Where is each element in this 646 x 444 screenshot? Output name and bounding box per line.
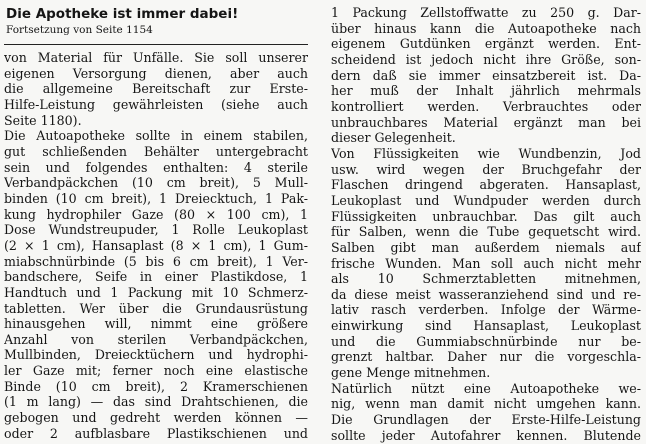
text-line: dieser Gelegenheit.	[331, 130, 456, 146]
text-line: da diese meist wasseranziehend sind und re-	[331, 286, 641, 302]
text-line: die allgemeine Bereitschaft zur Erste-	[4, 81, 308, 97]
text-line: eigenen Versorgung dienen, aber auch	[4, 65, 308, 81]
text-line: Von Flüssigkeiten wie Wundbenzin, Jod	[331, 145, 641, 161]
text-line: binden (10 cm breit), 1 Dreiecktuch, 1 Pak-	[4, 190, 308, 206]
text-line: Hilfe-Leistung gewährleisten (siehe auch	[4, 96, 308, 112]
text-line: Seite 1180).	[4, 112, 82, 128]
continued-note: Fortsetzung von Seite 1154	[6, 24, 153, 36]
left-column-text	[4, 50, 308, 441]
text-line: sollte jeder Autofahrer kennen. Blutende	[331, 427, 641, 443]
text-line: ler Gaze mit; ferner noch eine elastische	[4, 363, 308, 379]
text-line: lativ rasch verderben. Infolge der Wärme-	[331, 302, 641, 318]
text-line: kung hydrophiler Gaze (80 × 100 cm), 1	[4, 206, 308, 222]
text-line: Flaschen dringend abgeraten. Hansaplast,	[331, 177, 641, 193]
text-line: Mullbinden, Dreiecktüchern und hydrophi-	[4, 347, 308, 363]
text-line: gebogen und gedreht werden können —	[4, 410, 308, 426]
text-line: sein und folgendes enthalten: 4 sterile	[4, 159, 308, 175]
text-line: usw. wird wegen der Bruchgefahr der	[331, 161, 641, 177]
text-line: über hinaus kann die Autoapotheke nach	[331, 20, 641, 36]
text-line: her muß der Inhalt jährlich mehrmals	[331, 83, 641, 99]
text-line: Binde (10 cm breit), 2 Kramerschienen	[4, 378, 308, 394]
left-column	[4, 0, 308, 441]
text-line: für Salben, wenn die Tube gequetscht wird.	[331, 224, 641, 240]
text-line: Dose Wundstreupuder, 1 Rolle Leukoplast	[4, 222, 308, 238]
text-line: Handtuch und 1 Packung mit 10 Schmerz-	[4, 284, 308, 300]
text-line: Die Autoapotheke sollte in einem stabilen,	[4, 128, 308, 144]
text-line: grenzt haltbar. Daher nur die vorgeschla-	[331, 349, 641, 365]
text-line: Salben gibt man außerdem niemals auf	[331, 239, 641, 255]
text-line: oder 2 aufblasbare Plastikschienen und	[4, 425, 308, 441]
text-line: gene Menge mitnehmen.	[331, 365, 491, 381]
text-line: Anzahl von sterilen Verbandpäckchen,	[4, 331, 308, 347]
text-line: eigenem Gutdünken ergänzt werden. Ent-	[331, 36, 641, 52]
text-line: (2 × 1 cm), Hansaplast (8 × 1 cm), 1 Gum-	[4, 237, 308, 253]
right-column	[331, 0, 641, 443]
text-line: Die Grundlagen der Erste-Hilfe-Leistung	[331, 412, 641, 428]
text-line: bandschere, Seife in einer Plastikdose, 1	[4, 269, 308, 285]
text-line: frische Wunden. Man soll auch nicht mehr	[331, 255, 641, 271]
text-line: scheidend ist jedoch nicht ihre Größe, son-	[331, 51, 641, 67]
text-line: einwirkung sind Hansaplast, Leukoplast	[331, 318, 641, 334]
text-line: von Material für Unfälle. Sie soll unserer	[4, 50, 308, 65]
text-line: miabschnürbinde (5 bis 6 cm breit), 1 Ver-	[4, 253, 308, 269]
article-title: Die Apotheke ist immer dabei!	[6, 6, 239, 22]
header-rule	[4, 44, 308, 45]
text-line: tabletten. Wer über die Grundausrüstung	[4, 300, 308, 316]
text-line: Natürlich nützt eine Autoapotheke we-	[331, 380, 641, 396]
text-line: (1 m lang) — das sind Drahtschienen, die	[4, 394, 308, 410]
text-line: und die Gummiabschnürbinde nur be-	[331, 333, 641, 349]
text-line: nig, wenn man damit nicht umgehen kann.	[331, 396, 641, 412]
text-line: Leukoplast und Wundpuder werden durch	[331, 192, 641, 208]
text-line: Verbandpäckchen (10 cm breit), 5 Mull-	[4, 175, 308, 191]
text-line: 1 Packung Zellstoffwatte zu 250 g. Dar-	[331, 5, 641, 20]
text-line: Flüssigkeiten unbrauchbar. Das gilt auch	[331, 208, 641, 224]
text-line: kontrolliert werden. Verbrauchtes oder	[331, 98, 641, 114]
text-line: als 10 Schmerztabletten mitnehmen,	[331, 271, 641, 287]
text-line: hinausgehen will, nimmt eine größere	[4, 316, 308, 332]
text-line: unbrauchbares Material ergänzt man bei	[331, 114, 641, 130]
text-line: dern daß sie immer einsatzbereit ist. Da-	[331, 67, 641, 83]
right-column-text	[331, 0, 641, 443]
text-line: gut schließenden Behälter untergebracht	[4, 143, 308, 159]
